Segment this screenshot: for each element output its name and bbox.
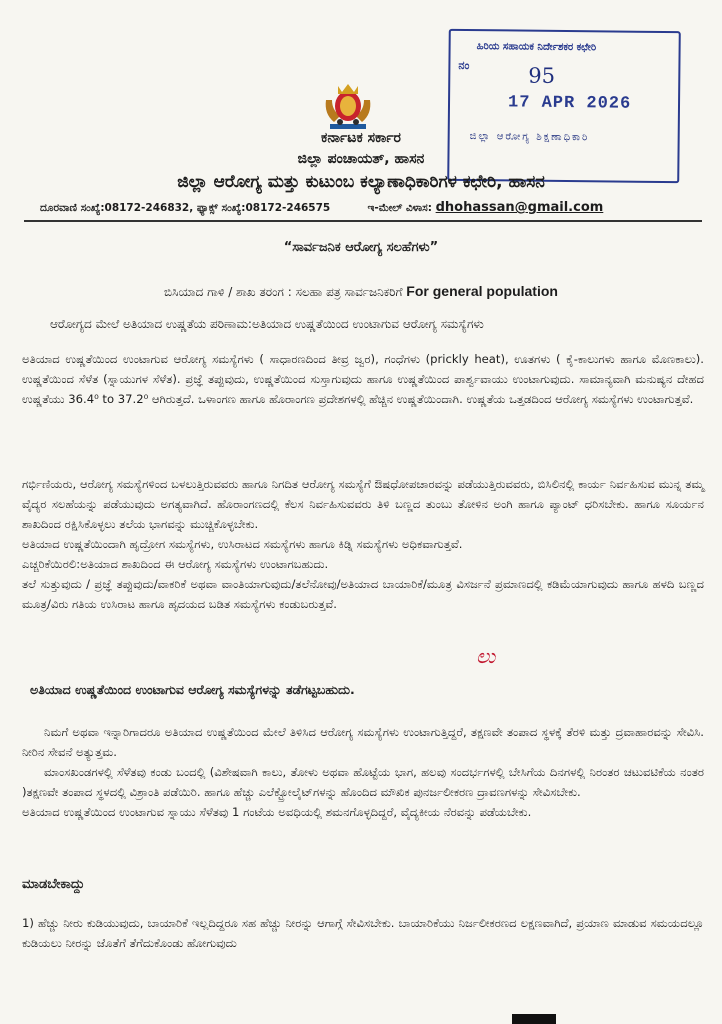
header-divider [24,220,702,222]
phone-fax: ದೂರವಾಣಿ ಸಂಖ್ಯೆ:08172-246832, ಫ್ಯಾಕ್ಸ್ ಸಂಖ್ಯೆ:08172-246575 [40,202,331,214]
stamp-handwritten-note: ಜಿಲ್ಲಾ ಆರೋಗ್ಯ ಶಿಕ್ಷಣಾಧಿಕಾರಿ [469,131,590,144]
stamp-number-label: ನಂ [458,58,470,73]
subtitle-english: For general population [406,283,558,299]
email-label: ಇ-ಮೇಲ್ ವಿಳಾಸ: [367,202,432,214]
handwritten-correction: ಲು [476,644,496,668]
document-subtitle [0,283,722,300]
ink-blot [512,1014,556,1024]
first-aid-text: ನಿಮಗೆ ಅಥವಾ ಇನ್ನಾರಿಗಾದರೂ ಅತಿಯಾದ ಉಷ್ಣತೆಯಿಂದ ಮೇಲೆ ತಿಳಿಸಿದ ಆರೋಗ್ಯ ಸಮಸ್ಯೆಗಳು ಉಂಟಾಗುತ್ತಿದ್ದರೆ, ತಕ್ಷಣವೇ ತಂಪಾದ ಸ್ಥಳಕ್ಕೆ ತೆರಳಿ ಮತ್ತು ದ್ರವಾಹಾರವನ್ನು ಸೇವಿಸಿ. ನೀರಿನ ಸೇವನೆ ಅತ್ಯುತ್ತಮ. [22,725,704,759]
symptoms-text: ತಲೆ ಸುತ್ತುವುದು / ಪ್ರಜ್ಞೆ ತಪ್ಪುವುದು/ವಾಕರಿಕೆ ಅಥವಾ ವಾಂತಿಯಾಗುವುದು/ತಲೆನೋವು/ಅತಿಯಾದ ಬಾಯಾರಿಕೆ/ಮೂತ್ರ ವಿಸರ್ಜನೆ ಪ್ರಮಾಣದಲ್ಲಿ ಕಡಿಮೆಯಾಗುವುದು ಹಾಗೂ ಹಳದಿ ಬಣ್ಣದ ಮೂತ್ರ/ವಿರು ಗತಿಯ ಉಸಿರಾಟ ಹಾಗೂ ಹೃದಯದ ಬಡಿತ ಸಮಸ್ಯೆಗಳು ಕಂಡುಬರುತ್ತವೆ. [22,577,704,611]
risk-groups-text: ಗರ್ಭಿಣಿಯರು, ಆರೋಗ್ಯ ಸಮಸ್ಯೆಗಳಿಂದ ಬಳಲುತ್ತಿರುವವರು ಹಾಗೂ ನಿಗದಿತ ಆರೋಗ್ಯ ಸಮಸ್ಯೆಗೆ ಔಷಧೋಪಚಾರವನ್ನು ಪಡೆಯುತ್ತಿರುವವರು, ಬಿಸಿಲಿನಲ್ಲಿ ಕಾರ್ಯ ನಿರ್ವಹಿಸುವ ಮುನ್ನ ತಮ್ಮ ವೈದ್ಯರ ಸಲಹೆಯನ್ನು ಪಡೆಯುವುದು ಅಗತ್ಯವಾಗಿದೆ. ಹೊರಾಂಗಣದಲ್ಲಿ ಕೆಲಸ ನಿರ್ವಹಿಸುವವರು ತಿಳಿ ಬಣ್ಣದ ತುಂಬು ತೋಳಿನ ಅಂಗಿ ಹಾಗೂ ಪ್ಯಾಂಟ್ ಧರಿಸಬೇಕು. ಹಾಗೂ ಸೂರ್ಯನ ಶಾಖದಿಂದ ರಕ್ಷಿಸಿಕೊಳ್ಳಲು ತಲೆಯ ಭಾಗವನ್ನು ಮುಚ್ಚಿಕೊಳ್ಳಬೇಕು. [22,477,704,531]
dos-heading: ಮಾಡಬೇಕಾದ್ದು [22,877,85,892]
first-aid-paragraph [22,722,704,822]
email-address: dhohassan@gmail.com [435,200,604,215]
warning-text: ಎಚ್ಚರಿಕೆಯಿರಲಿ:ಅತಿಯಾದ ಶಾಖದಿಂದ ಈ ಆರೋಗ್ಯ ಸಮಸ್ಯೆಗಳು ಉಂಟಾಗಬಹುದು. [22,557,329,571]
office-name: ಜಿಲ್ಲಾ ಆರೋಗ್ಯ ಮತ್ತು ಕುಟುಂಬ ಕಲ್ಯಾಣಾಧಿಕಾರಿಗಳ ಕಛೇರಿ, ಹಾಸನ [177,172,545,192]
stamp-office-name: ಹಿರಿಯ ಸಹಾಯಕ ನಿರ್ದೇಶಕರ ಕಛೇರಿ [476,41,597,54]
stamp-inward-number: 95 [528,63,556,88]
medical-help-text: ಅತಿಯಾದ ಉಷ್ಣತೆಯಿಂದ ಉಂಟಾಗುವ ಸ್ನಾಯು ಸೆಳೆತವು 1 ಗಂಟೆಯ ಅವಧಿಯಲ್ಲಿ ಶಮನಗೊಳ್ಳದಿದ್ದರೆ, ವೈದ್ಯಕೀಯ ನೆರವನ್ನು ಪಡೆಯಬೇಕು. [22,805,532,819]
effects-text: ಅತಿಯಾದ ಉಷ್ಣತೆಯಿಂದ ಉಂಟಾಗುವ ಆರೋಗ್ಯ ಸಮಸ್ಯೆಗಳು ( ಸಾಧಾರಣದಿಂದ ತೀವ್ರ ಜ್ವರ), ಗಂಧೆಗಳು (prickly heat), ಊತಗಳು ( ಕೈ-ಕಾಲುಗಳು ಹಾಗೂ ಮೊಣಕಾಲು). ಉಷ್ಣತೆಯಿಂದ ಸೆಳೆತ (ಸ್ನಾಯುಗಳ ಸೆಳೆತ). ಪ್ರಜ್ಞೆ ತಪ್ಪುವುದು, ಉಷ್ಣತೆಯಿಂದ ಸುಸ್ತಾಗುವುದು ಹಾಗೂ ಉಷ್ಣತೆಯಿಂದ ಪಾರ್ಶ್ವವಾಯು ಉಂಟಾಗುವುದು. ಸಾಮಾನ್ಯವಾಗಿ ಮನುಷ್ಯನ ದೇಹದ ಉಷ್ಣತೆಯು 36.4⁰ to 37.2⁰ ಆಗಿರುತ್ತದೆ. ಒಳಾಂಗಣ ಹಾಗೂ ಹೊರಾಂಗಣ ಪ್ರದೇಶಗಳಲ್ಲಿ ಹೆಚ್ಚಿನ ಉಷ್ಣತೆಯಿಂದಾಗಿ. ಉಷ್ಣತೆಯ ಒತ್ತಡದಿಂದ ಆರೋಗ್ಯ ಸಮಸ್ಯೆಗಳು ಉಂಟಾಗುತ್ತವೆ. [22,352,704,406]
heart-kidney-text: ಅತಿಯಾದ ಉಷ್ಣತೆಯಿಂದಾಗಿ ಹೃದ್ರೋಗ ಸಮಸ್ಯೆಗಳು, ಉಸಿರಾಟದ ಸಮಸ್ಯೆಗಳು ಹಾಗೂ ಕಿಡ್ನಿ ಸಮಸ್ಯೆಗಳು ಅಧಿಕವಾಗುತ್ತವೆ. [22,537,463,551]
risk-groups-paragraph [22,474,704,614]
document-title: “ಸಾರ್ವಜನಿಕ ಆರೋಗ್ಯ ಸಲಹೆಗಳು” [283,240,439,255]
karnataka-emblem-icon [320,80,376,132]
contact-line [40,200,603,215]
dos-list [22,913,704,953]
government-name: ಕರ್ನಾಟಕ ಸರ್ಕಾರ [321,130,401,146]
muscle-cramp-text: ಮಾಂಸಖಂಡಗಳಲ್ಲಿ ಸೆಳೆತವು ಕಂಡು ಬಂದಲ್ಲಿ (ವಿಶೇಷವಾಗಿ ಕಾಲು, ತೋಳು ಅಥವಾ ಹೊಟ್ಟೆಯ ಭಾಗ, ಹಲವು ಸಂದರ್ಭಗಳಲ್ಲಿ ಬೇಸಿಗೆಯ ದಿನಗಳಲ್ಲಿ ನಿರಂತರ ಚಟುವಟಿಕೆಯ ನಂತರ )ತಕ್ಷಣವೇ ತಂಪಾದ ಸ್ಥಳದಲ್ಲಿ ವಿಶ್ರಾಂತಿ ಪಡೆಯಿರಿ. ಹಾಗೂ ಹೆಚ್ಚು ಎಲೆಕ್ಟ್ರೋಲೈಟ್‌ಗಳನ್ನು ಹೊಂದಿದ ಮೌಖಿಕ ಪುನರ್ಜಲೀಕರಣ ದ್ರಾವಣಗಳನ್ನು ಸೇವಿಸಬೇಕು. [22,765,704,799]
section-effects-heading: ಆರೋಗ್ಯದ ಮೇಲೆ ಅತಿಯಾದ ಉಷ್ಣತೆಯ ಪರಿಣಾಮ:ಅತಿಯಾದ ಉಷ್ಣತೆಯಿಂದ ಉಂಟಾಗುವ ಆರೋಗ್ಯ ಸಮಸ್ಯೆಗಳು [50,317,484,331]
dos-item-1: 1) ಹೆಚ್ಚು ನೀರು ಕುಡಿಯುವುದು, ಬಾಯಾರಿಕೆ ಇಲ್ಲದಿದ್ದರೂ ಸಹ ಹೆಚ್ಚು ನೀರನ್ನು ಆಗಾಗ್ಗೆ ಸೇವಿಸಬೇಕು. ಬಾಯಾರಿಕೆಯು ನಿರ್ಜಲೀಕರಣದ ಲಕ್ಷಣವಾಗಿದೆ, ಪ್ರಯಾಣ ಮಾಡುವ ಸಮಯದಲ್ಲೂ ಕುಡಿಯಲು ನೀರನ್ನು ಜೊತೆಗೆ ತೆಗೆದುಕೊಂಡು ಹೋಗುವುದು [22,916,704,950]
stamp-date: 17 APR 2026 [507,93,632,114]
subtitle-kannada: ಬಿಸಿಯಾದ ಗಾಳಿ / ಶಾಖ ತರಂಗ : ಸಲಹಾ ಪತ್ರ ಸಾರ್ವಜನಿಕರಿಗೆ [164,285,403,299]
prevention-heading: ಅತಿಯಾದ ಉಷ್ಣತೆಯಿಂದ ಉಂಟಾಗುವ ಆರೋಗ್ಯ ಸಮಸ್ಯೆಗಳನ್ನು ತಡೆಗಟ್ಟಬಹುದು. [30,682,355,697]
effects-paragraph [22,349,704,409]
zilla-panchayat: ಜಿಲ್ಲಾ ಪಂಚಾಯತ್, ಹಾಸನ [297,151,425,167]
